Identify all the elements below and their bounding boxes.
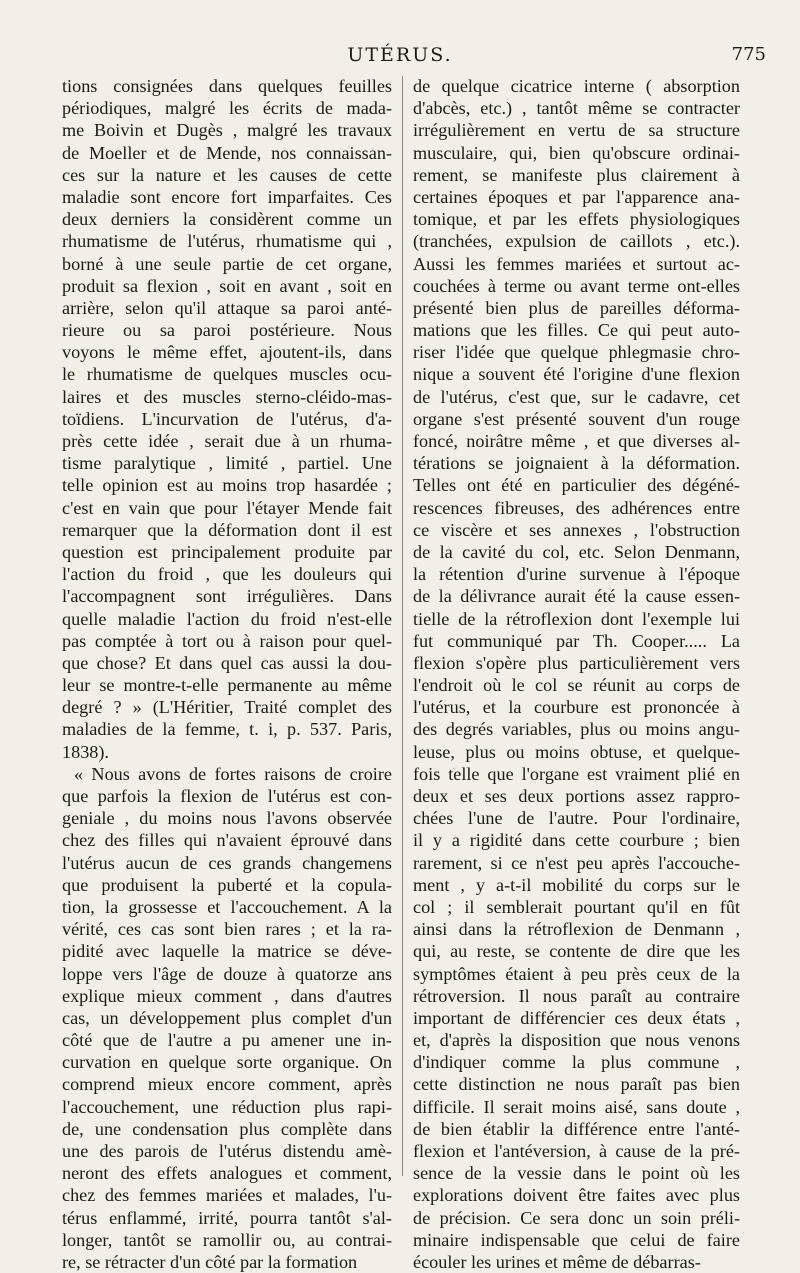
text-line: couchées à terme ou avant terme ont-elles [413,275,740,296]
text-line: « Nous avons de fortes raisons de croire [74,763,392,784]
text-line: (tranchées, expulsion de caillots , etc.). [413,231,740,252]
text-line: tielle de la rétroflexion dont l'exemple lui [413,608,740,629]
text-line: rarement, si ce n'est peu après l'accouche- [413,852,740,873]
text-line: que parfois la flexion de l'utérus est con- [62,786,392,806]
text-line: de quelque cicatrice interne ( absorption [413,76,740,96]
text-line: comprend mieux encore comment, après [62,1074,392,1095]
text-line: maladie sont encore fort imparfaites. Ces [62,186,392,207]
text-line: loppe vers l'âge de douze à quatorze ans [62,963,392,984]
text-line: l'utérus aucun de ces grands changemens [62,852,392,873]
text-line: leuse, plus ou moins obtuse, et quelque- [413,741,740,762]
text-line: tomique, et par les effets physiologiques [413,209,740,230]
right-column [413,75,740,1273]
text-line: minaire indispensable que celui de faire [413,1229,740,1250]
text-line: près cette idée , serait due à un rhuma- [62,431,392,451]
text-line: chez des filles qui n'avaient éprouvé dans [62,830,392,851]
text-line: foncé, noirâtre même , et que diverses al- [413,431,740,451]
text-line: musculaire, qui, bien qu'obscure ordinai- [413,142,740,163]
text-line: d'indiquer comme la plus commune , [413,1052,740,1073]
text-line: de la cavité du col, etc. Selon Denmann, [413,541,740,562]
text-line: arrière, selon qu'il attaque sa paroi anté- [62,297,392,318]
text-line: térus enflammé, irrité, pourra tantôt s'al- [62,1207,392,1228]
text-line: qui, au reste, se contente de dire que les [413,941,740,962]
page-number: 775 [731,44,766,65]
text-line: longer, tantôt se ramollir ou, au contrai- [62,1229,392,1250]
text-line: explique mieux comment , dans d'autres [62,985,392,1006]
text-line: leur se montre-t-elle permanente au même [62,675,392,696]
text-line: laires et des muscles sterno-cléido-mas- [62,386,392,407]
text-line: sence de la vessie dans le point où les [413,1163,740,1184]
text-line: de, une condensation plus complète dans [62,1118,392,1139]
text-line: certaines époques et par l'apparence ana- [413,186,740,207]
text-line: Aussi les femmes mariées et surtout ac- [413,253,740,274]
text-line: 1838). [62,741,109,762]
text-line: et, d'après la disposition que nous venons [413,1030,740,1051]
text-line: la rétention d'urine survenue à l'époque [413,564,740,585]
text-line: toïdiens. L'incurvation de l'utérus, d'a- [62,408,392,429]
text-line: rhumatisme de l'utérus, rhumatisme qui , [62,231,392,252]
text-line: produit sa flexion , soit en avant , soit en [62,275,392,296]
text-line: important de différencier ces deux états , [413,1007,740,1028]
text-line: cas, un développement plus complet d'un [62,1007,392,1028]
text-line: côté que de l'autre a pu amener une in- [62,1030,392,1051]
text-line: que produisent la puberté et la copula- [62,874,392,895]
text-line: une des parois de l'utérus distendu amè- [62,1141,392,1161]
left-column [62,75,392,1273]
text-line: l'accompagnent sont irrégulières. Dans [62,586,392,607]
text-line: présenté bien plus de pareilles déforma- [413,297,740,318]
text-line: d'abcès, etc.) , tantôt même se contracter [413,98,740,119]
text-line: de bien établir la différence entre l'anté- [413,1118,740,1139]
text-line: pas comptée à tort ou à raison pour quel- [62,630,392,651]
text-line: c'est en vain que pour l'étayer Mende fait [62,497,392,518]
text-line: l'accouchement, une réduction plus rapi- [62,1096,392,1117]
text-line: pidité avec laquelle la matrice se déve- [62,941,392,962]
text-line: ces sur la nature et les causes de cette [62,164,392,185]
text-line: voyons le même effet, ajoutent-ils, dans [62,342,392,363]
page-title: UTÉRUS. [347,44,453,66]
running-head [0,44,800,72]
text-line: riser l'idée que quelque phlegmasie chro- [413,342,740,363]
text-line: chées l'une de l'autre. Pour l'ordinaire, [413,808,740,829]
text-line: rieure ou sa paroi postérieure. Nous [62,320,392,341]
text-line: vérité, ces cas sont bien rares ; et la ra- [62,919,392,940]
text-line: difficile. Il serait moins aisé, sans doute , [413,1096,740,1117]
text-line: deux derniers la considèrent comme un [62,209,392,230]
text-line: quelle maladie l'action du froid n'est-elle [62,608,392,629]
text-line: de l'utérus, c'est que, sur le cadavre, cet [413,386,740,407]
text-line: ment , y a-t-il mobilité du corps sur le [413,874,740,895]
text-line: neront des effets analogues et comment, [62,1163,392,1184]
text-line: tisme paralytique , limité , partiel. Une [62,453,392,474]
text-line: cette distinction ne nous paraît pas bien [413,1074,740,1095]
text-line: le rhumatisme de quelques muscles ocu- [62,364,392,385]
text-line: de précision. Ce sera donc un soin préli- [413,1207,740,1228]
text-line: rétroversion. Il nous paraît au contraire [413,985,740,1006]
text-line: l'utérus, et la courbure est prononcée à [413,697,740,718]
text-line: flexion et l'antéversion, à cause de la pré- [413,1141,740,1161]
text-line: question est principalement produite par [62,541,392,562]
text-line: deux et ses deux portions assez rappro- [413,786,740,806]
text-line: térations se joignaient à la déformation. [413,453,740,474]
text-line: il y a rigidité dans cette courbure ; bien [413,830,740,851]
text-line: fois telle que l'organe est vraiment plié en [413,763,740,784]
text-line: rescences fibreuses, des adhérences entre [413,497,740,518]
text-line: l'endroit où le col se réunit au corps de [413,675,740,696]
text-line: fut communiqué par Th. Cooper..... La [413,630,740,651]
text-line: remarquer que la déformation dont il est [62,519,392,540]
text-line: irrégulièrement en vertu de sa structure [413,120,740,141]
text-line: explorations doivent être faites avec plus [413,1185,740,1206]
text-line: écouler les urines et même de débarras- [413,1251,701,1272]
text-line: me Boivin et Dugès , malgré les travaux [62,120,392,141]
text-line: de la délivrance aurait été la cause essen- [413,586,740,607]
text-line: l'action du froid , que les douleurs qui [62,564,392,585]
text-line: nique a souvent été l'origine d'une flexion [413,364,740,385]
text-line: rement, se manifeste plus clairement à [413,164,740,185]
text-line: geniale , du moins nous l'avons observée [62,808,392,829]
text-line: re, se rétracter d'un côté par la formation [62,1251,358,1272]
text-line: ce viscère et ses annexes , l'obstruction [413,519,740,540]
text-line: tion, la grossesse et l'accouchement. A la [62,896,392,917]
text-line: curvation en quelque sorte organique. On [62,1052,392,1073]
text-line: ainsi dans la rétroflexion de Denmann , [413,919,740,940]
text-line: symptômes étaient à peu près ceux de la [413,963,740,984]
text-line: organe s'est présenté souvent d'un rouge [413,408,740,429]
text-line: des degrés variables, plus ou moins angu- [413,719,740,740]
text-line: flexion s'opère plus particulièrement vers [413,652,740,673]
text-line: périodiques, malgré les écrits de mada- [62,98,392,119]
text-line: que chose? Et dans quel cas aussi la dou- [62,652,392,673]
text-line: Telles ont été en particulier des dégéné- [413,475,740,496]
text-line: degré ? » (L'Héritier, Traité complet des [62,697,392,718]
text-line: de Moeller et de Mende, nos connaissan- [62,142,392,163]
text-line: col ; il semblerait pourtant qu'il en fût [413,896,740,917]
text-line: telle opinion est au moins trop hasardée ; [62,475,392,496]
text-line: maladies de la femme, t. i, p. 537. Paris, [62,719,392,740]
text-line: tions consignées dans quelques feuilles [62,76,392,96]
text-line: chez des femmes mariées et malades, l'u- [62,1185,392,1206]
text-line: mations que les filles. Ce qui peut auto- [413,320,740,341]
column-divider [402,76,403,1176]
text-line: borné à une seule partie de cet organe, [62,253,392,274]
